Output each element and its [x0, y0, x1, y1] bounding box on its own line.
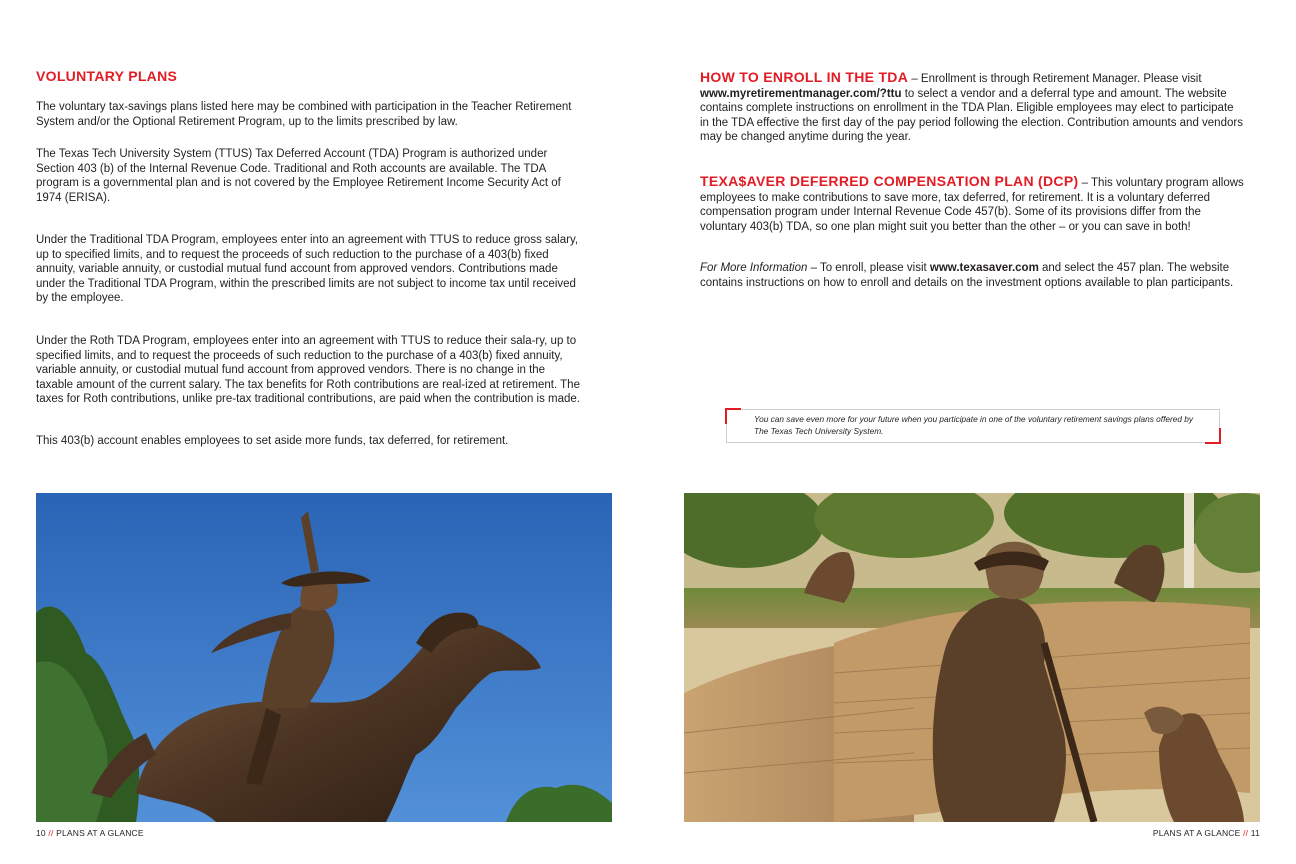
- enroll-intro: – Enrollment is through Retirement Manager. Please visit: [908, 73, 1202, 85]
- enroll-details: to select a vendor and a deferral type and amount. The website contains complete instructions on enrollment in the TDA Plan. Eligible employees may elect to participate in the TDA effective the first day of the pay period following the election. Contribution amounts and vendors may be changed anytime during the year.: [700, 87, 1243, 144]
- more-info-label: For More Information: [700, 262, 808, 274]
- right-folio-title: PLANS AT A GLANCE: [1152, 828, 1241, 838]
- traditional-tda-paragraph: Under the Traditional TDA Program, employees enter into an agreement with TTUS to reduce gross salary, up to specified limits, and to request the proceeds of such reduction to the purchase of a 403(b) fixed annuity, variable annuity, or custodial mutual fund account from approved vendors. Contributions made under the Traditional TDA Program, within the prescribed limits are not subject to income tax until received by the employee.: [36, 234, 579, 305]
- texasaver-link[interactable]: www.texasaver.com: [929, 262, 1039, 274]
- rider-statue-photo: [36, 493, 612, 822]
- callout-corner-bottom-right: [1205, 428, 1221, 444]
- more-info-paragraph: [700, 261, 1245, 290]
- callout-text: You can save even more for your future when you participate in one of the voluntary retirement savings plans offered by The Texas Tech University System.: [754, 414, 1194, 436]
- tda-paragraph: The Texas Tech University System (TTUS) Tax Deferred Account (TDA) Program is authorized under Section 403 (b) of the Internal Revenue Code. Traditional and Roth accounts are available. The TDA program is a governmental plan and is not covered by the Employee Retirement Income Security Act of 1974 (ERISA).: [36, 148, 561, 204]
- right-folio: [1153, 828, 1260, 838]
- enroll-heading: HOW TO ENROLL IN THE TDA: [700, 69, 909, 85]
- right-folio-separator: //: [1243, 828, 1249, 838]
- right-page: [648, 0, 1296, 864]
- voluntary-plans-heading: VOLUNTARY PLANS: [36, 68, 178, 84]
- callout-box: [726, 409, 1220, 443]
- callout-corner-top-left: [725, 408, 741, 424]
- left-page-number: 10: [36, 828, 46, 838]
- dcp-text: – This voluntary program allows employees to make contributions to save more, tax deferred, for retirement. It is a voluntary deferred compensation program under Internal Revenue Code 457(b). Some of its provisions differ from the voluntary 403(b) TDA, so one plan might suit you better than the other – or you can save in both!: [700, 177, 1244, 233]
- retirement-manager-link[interactable]: www.myretirementmanager.com/?ttu: [700, 87, 902, 100]
- dcp-paragraph: [700, 174, 1245, 234]
- more-info-intro: – To enroll, please visit: [807, 262, 930, 274]
- left-folio-separator: //: [48, 828, 54, 838]
- account-paragraph: This 403(b) account enables employees to set aside more funds, tax deferred, for retirement.: [36, 435, 509, 447]
- roth-tda-paragraph: Under the Roth TDA Program, employees enter into an agreement with TTUS to reduce their sala-ry, up to specified limits, and to request the proceeds of such reduction to the purchase of a 403(b) fixed annuity, variable annuity, or custodial mutual fund account from approved vendors. There is no change in the taxable amount of the current salary. The tax benefits for Roth contributions are real-ized at retirement. The taxes for Roth contributions, unlike pre-tax traditional contributions, are paid when the contribution is made.: [36, 335, 580, 406]
- more-info-details: and select the 457 plan. The website contains instructions on how to enroll and details on the investment options available to plan participants.: [700, 262, 1234, 289]
- dcp-heading: TEXA$AVER DEFERRED COMPENSATION PLAN (DCP): [700, 173, 1079, 189]
- left-text-column: [36, 68, 581, 447]
- enroll-paragraph: [700, 70, 1245, 145]
- right-page-number: 11: [1250, 828, 1260, 838]
- elder-statue-photo: [684, 493, 1260, 822]
- intro-paragraph: The voluntary tax-savings plans listed here may be combined with participation in the Teacher Retirement System and/or the Optional Retirement Program, up to the limits prescribed by law.: [36, 101, 572, 128]
- left-folio: [36, 828, 144, 838]
- left-folio-title: PLANS AT A GLANCE: [56, 828, 144, 838]
